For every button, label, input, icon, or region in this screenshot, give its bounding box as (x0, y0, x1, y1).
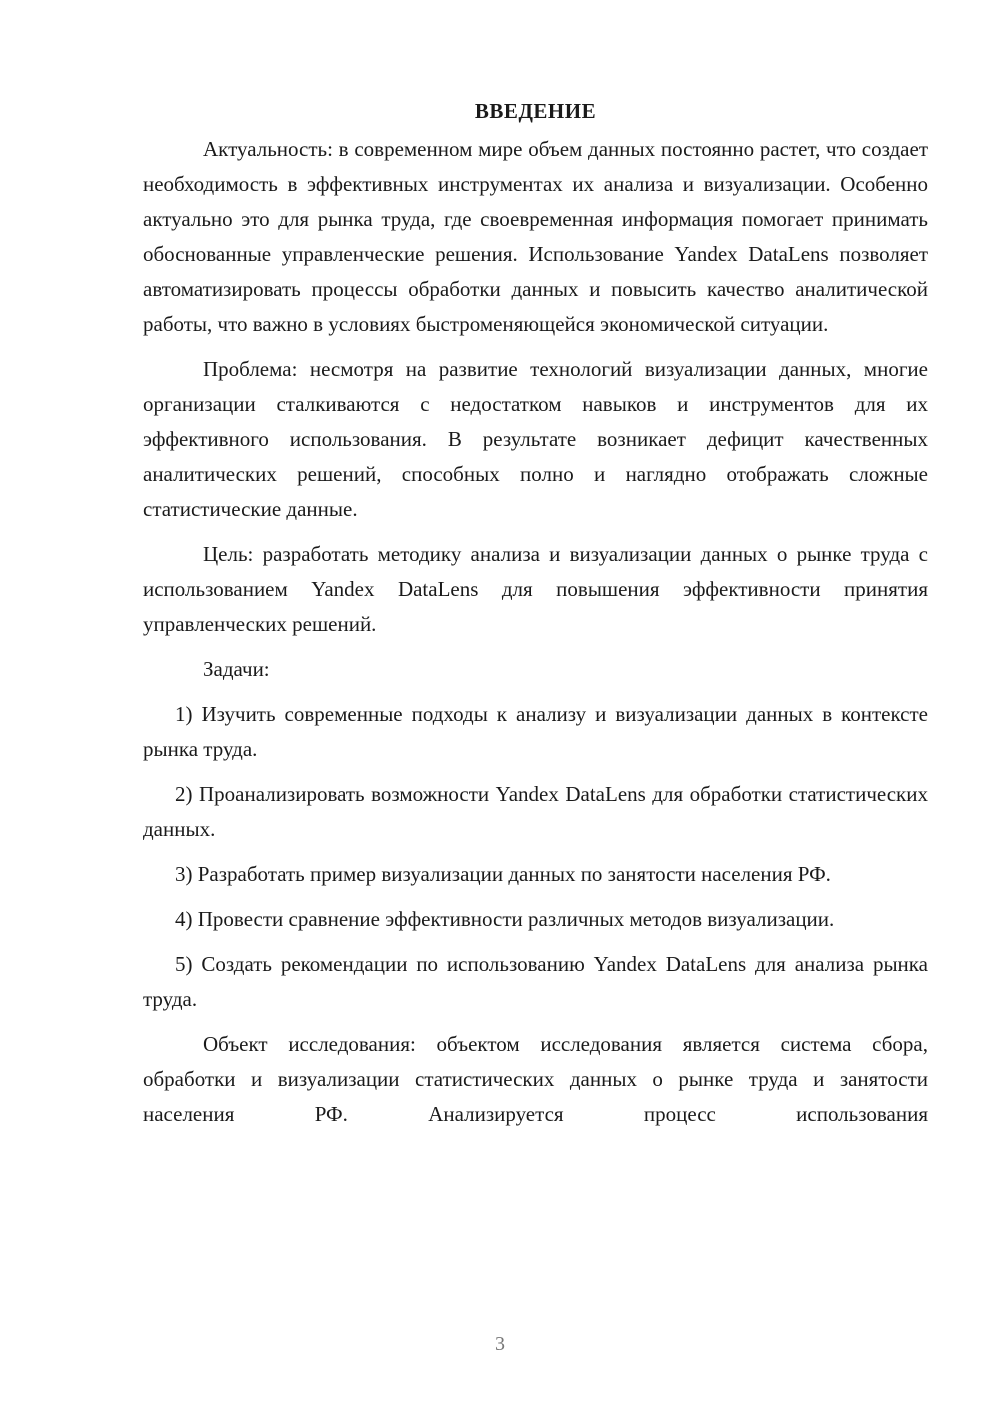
task-item: 4) Провести сравнение эффективности различных методов визуализации. (175, 907, 835, 931)
goal-paragraph: Цель: разработать методику анализа и визуализации данных о рынке труда с использованием Yandex DataLens для повышения эффективности принятия управленческих решений. (143, 542, 928, 636)
page-number: 3 (495, 1333, 505, 1355)
task-item: 2) Проанализировать возможности Yandex DataLens для обработки статистических данных. (143, 782, 928, 841)
relevance-paragraph: Актуальность: в современном мире объем данных постоянно растет, что создает необходимость в эффективных инструментах их анализа и визуализации. Особенно актуально это для рынка труда, где своевременная информация помогает принимать обоснованные управленческие решения. Использование Yandex DataLens позволяет автоматизировать процессы обработки данных и повысить качество аналитической работы, что важно в условиях быстроменяющейся экономической ситуации. (143, 137, 928, 336)
object-paragraph: Объект исследования: объектом исследования является система сбора, обработки и визуализации статистических данных о рынке труда и занятости населения РФ. Анализируется процесс использования (143, 1032, 928, 1126)
task-item: 3) Разработать пример визуализации данных по занятости населения РФ. (175, 862, 831, 886)
task-item: 5) Создать рекомендации по использованию Yandex DataLens для анализа рынка труда. (143, 952, 928, 1011)
tasks-heading: Задачи: (203, 657, 270, 681)
task-item: 1) Изучить современные подходы к анализу и визуализации данных в контексте рынка труда. (143, 702, 928, 761)
section-heading: ВВЕДЕНИЕ (474, 99, 597, 123)
page-content (143, 96, 928, 1142)
problem-paragraph: Проблема: несмотря на развитие технологий визуализации данных, многие организации сталкиваются с недостатком навыков и инструментов для их эффективного использования. В результате возникает дефицит качественных аналитических решений, способных полно и наглядно отображать сложные статистические данные. (143, 357, 928, 521)
